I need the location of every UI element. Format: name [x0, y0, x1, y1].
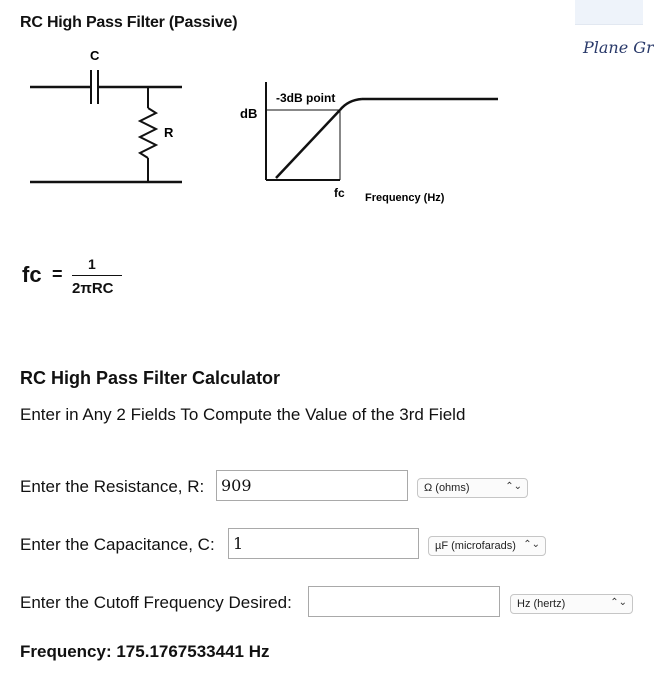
resistance-label: Enter the Resistance, R:: [20, 477, 205, 496]
graph-x-label: Frequency (Hz): [365, 192, 445, 204]
capacitor-label: C: [90, 48, 100, 63]
resistor-label: R: [164, 125, 174, 140]
frequency-unit-select[interactable]: [510, 594, 633, 614]
frequency-unit-value: Hz (hertz): [517, 598, 566, 610]
frequency-label: Enter the Cutoff Frequency Desired:: [20, 593, 292, 612]
frequency-result: Frequency: 175.1767533441 Hz: [20, 642, 270, 661]
ad-banner[interactable]: [575, 0, 643, 25]
minus-3db-point-label: -3dB point: [276, 91, 336, 105]
capacitance-label: Enter the Capacitance, C:: [20, 535, 215, 554]
formula-denominator: 2πRC: [72, 280, 114, 297]
calculator-instructions: Enter in Any 2 Fields To Compute the Value of the 3rd Field: [20, 405, 466, 424]
graph-y-label: dB: [240, 106, 258, 121]
capacitance-input[interactable]: 1: [228, 528, 419, 559]
resistance-unit-select[interactable]: [417, 478, 528, 498]
formula-equals: =: [52, 264, 63, 284]
graph-fc-label: fc: [334, 186, 345, 200]
calculator-title: RC High Pass Filter Calculator: [20, 368, 281, 388]
up-down-chevron-icon: ⌃⌄: [505, 481, 522, 492]
frequency-response-graph: [220, 80, 510, 210]
capacitance-unit-value: µF (microfarads): [435, 540, 516, 552]
formula-lhs: fc: [22, 262, 42, 287]
capacitance-unit-select[interactable]: [428, 536, 546, 556]
frequency-input[interactable]: [308, 586, 500, 617]
resistance-input[interactable]: 909: [216, 470, 408, 501]
fraction-bar: [72, 275, 122, 276]
page-title: RC High Pass Filter (Passive): [20, 14, 238, 31]
rc-circuit-diagram: [0, 40, 200, 200]
formula-numerator: 1: [88, 256, 96, 272]
up-down-chevron-icon: ⌃⌄: [523, 539, 540, 550]
ad-text[interactable]: Plane Gr: [583, 38, 654, 57]
resistance-unit-value: Ω (ohms): [424, 482, 470, 494]
up-down-chevron-icon: ⌃⌄: [610, 597, 627, 608]
